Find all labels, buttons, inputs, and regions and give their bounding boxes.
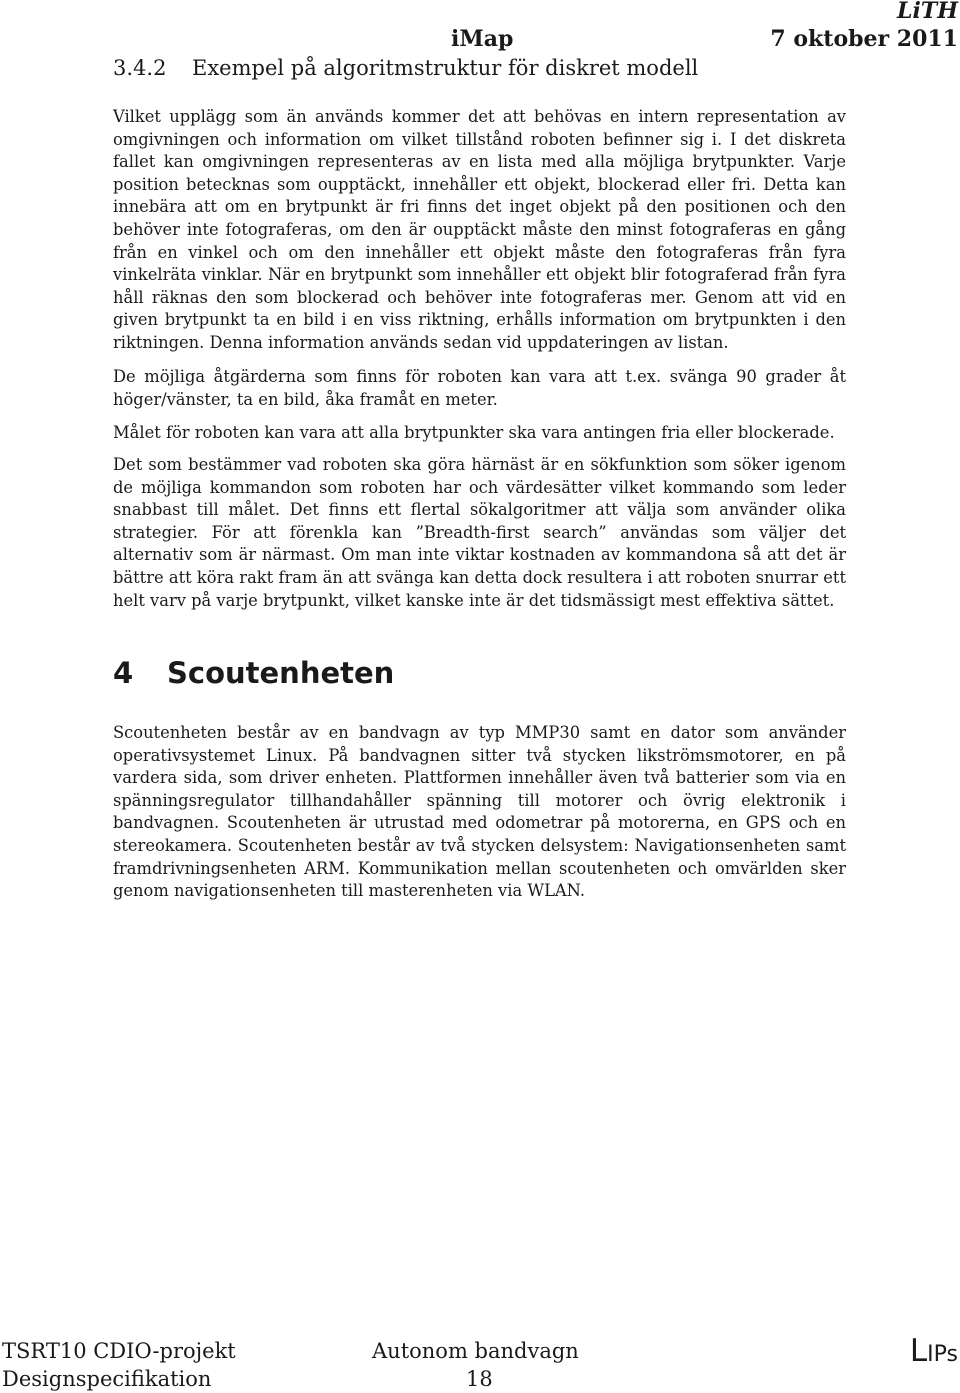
lips-logo-rest: IPs <box>927 1342 958 1367</box>
paragraph-scout-unit: Scoutenheten består av en bandvagn av typ MMP30 samt en dator som använder operativsystemet Linux. På bandvagnen sitter två stycken likströmsmotorer, en på vardera sida, som driver enheten. Plattformen innehåller även två batterier som via en spänningsregulator tillhandahåller spänning till motorer och övrig elektronik i bandvagnen. Scoutenheten är utrustad med odometrar på motorerna, en GPS och en stereokamera. Scoutenheten består av två stycken delsystem: Navigationsenheten samt framdrivningsenheten ARM. Kommunikation mellan scoutenheten och omvärlden sker genom navigationsenheten till masterenheten via WLAN. <box>113 723 846 901</box>
paragraph-goal: Målet för roboten kan vara att alla brytpunkter ska vara antingen fria eller blockerade. <box>113 423 835 442</box>
page-number: 18 <box>466 1367 493 1391</box>
header-project: iMap <box>451 26 514 52</box>
section-number: 4 <box>113 656 134 690</box>
lips-logo-initial: L <box>909 1333 928 1369</box>
paragraph-actions: De möjliga åtgärderna som finns för roboten kan vara att t.ex. svänga 90 grader åt höger/vänster, ta en bild, åka framåt en meter. <box>113 367 846 409</box>
subsection-number: 3.4.2 <box>113 56 167 80</box>
header-org: LiTH <box>897 0 958 24</box>
section-heading <box>113 656 395 690</box>
footer-course: TSRT10 CDIO-projekt <box>2 1339 236 1363</box>
subsection-title: Exempel på algoritmstruktur för diskret modell <box>192 56 699 80</box>
paragraph-representation: Vilket upplägg som än används kommer det att behövas en intern representation av omgivningen och information om vilket tillstånd roboten befinner sig i. I det diskreta fallet kan omgivningen representeras av en lista med alla möjliga brytpunkter. Varje position betecknas som oupptäckt, innehåller ett objekt, blockerad eller fri. Detta kan innebära att om en brytpunkt är fri finns det inget objekt på den positionen och den behöver inte fotograferas, om den är oupptäckt måste den minst fotograferas en gång från en vinkel och om den innehåller ett objekt måste den fotograferas från fyra vinkelräta vinklar. När en brytpunkt som innehåller ett objekt blir fotograferad från fyra håll räknas den som blockerad och behöver inte fotograferas mer. Genom att vid en given brytpunkt ta en bild i en viss riktning, erhålls information om brytpunkten i den riktningen. Denna information används sedan vid uppdateringen av listan. <box>113 107 846 352</box>
paragraph-search: Det som bestämmer vad roboten ska göra härnäst är en sökfunktion som söker igenom de möjliga kommandon som roboten har och värdesätter vilket kommando som leder snabbast till målet. Det finns ett flertal sökalgoritmer att välja som använder olika strategier. För att förenkla kan ”Breadth-first search” användas som väljer det alternativ som är närmast. Om man inte viktar kostnaden av kommandona så att det är bättre att köra rakt fram än att svänga kan detta dock resultera i att roboten snurrar ett helt varv på varje brytpunkt, vilket kanske inte är det tidsmässigt mest effektiva sättet. <box>113 455 846 610</box>
section-title: Scoutenheten <box>167 656 395 690</box>
header-date: 7 oktober 2011 <box>770 26 958 52</box>
subsection-heading <box>113 58 698 79</box>
lips-logo <box>909 1333 958 1369</box>
footer-title: Autonom bandvagn <box>372 1339 579 1363</box>
footer-doc-type: Designspecifikation <box>2 1367 212 1391</box>
